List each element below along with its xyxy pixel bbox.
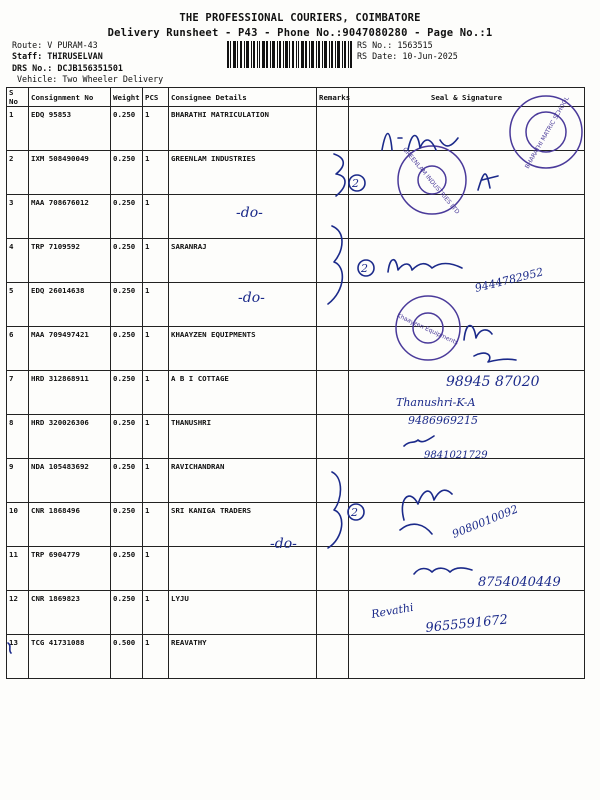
runsheet-title: Delivery Runsheet - P43 - Phone No.:9047080280 - Page No.:1 bbox=[107, 27, 493, 39]
cell-consignment: TRP 6904779 bbox=[29, 547, 111, 591]
cell-pcs: 1 bbox=[143, 415, 169, 459]
cell-weight: 0.250 bbox=[111, 151, 143, 195]
cell-sno: 13 bbox=[7, 635, 29, 679]
phone-note: 9841021729 bbox=[424, 450, 488, 461]
cell-weight: 0.250 bbox=[111, 371, 143, 415]
route-label: Route: V PURAM-43 bbox=[12, 40, 98, 50]
table-row bbox=[7, 151, 585, 195]
cell-pcs: 1 bbox=[143, 371, 169, 415]
phone-note: 8754040449 bbox=[478, 575, 561, 590]
cell-pcs: 1 bbox=[143, 503, 169, 547]
cell-weight: 0.250 bbox=[111, 591, 143, 635]
cell-consignee: SARANRAJ bbox=[169, 239, 317, 283]
cell-consignee bbox=[169, 547, 317, 591]
cell-sno: 10 bbox=[7, 503, 29, 547]
delivery-table bbox=[6, 87, 585, 679]
cell-consignment: MAA 709497421 bbox=[29, 327, 111, 371]
cell-signature bbox=[349, 635, 585, 679]
table-row bbox=[7, 547, 585, 591]
cell-weight: 0.250 bbox=[111, 239, 143, 283]
drs-number: DRS No.: DCJB156351501 bbox=[12, 63, 123, 73]
name-note: Thanushri-K-A bbox=[396, 396, 476, 409]
name-note: Revathi bbox=[370, 600, 415, 621]
cell-signature bbox=[349, 195, 585, 239]
cell-pcs: 1 bbox=[143, 459, 169, 503]
count-text: 2 bbox=[352, 177, 359, 190]
cell-remarks bbox=[317, 415, 349, 459]
count-text: 2 bbox=[351, 506, 358, 519]
phone-note: 98945 87020 bbox=[446, 374, 540, 390]
cell-pcs: 1 bbox=[143, 195, 169, 239]
col-header-pcs: PCS bbox=[143, 88, 169, 107]
cell-remarks bbox=[317, 239, 349, 283]
cell-weight: 0.250 bbox=[111, 283, 143, 327]
cell-consignee: RAVICHANDRAN bbox=[169, 459, 317, 503]
cell-signature bbox=[349, 503, 585, 547]
table-row bbox=[7, 591, 585, 635]
cell-signature bbox=[349, 327, 585, 371]
stamp-text: BHARATHI MATRIC SCHOOL bbox=[523, 95, 571, 170]
cell-remarks bbox=[317, 591, 349, 635]
cell-pcs: 1 bbox=[143, 635, 169, 679]
table-row bbox=[7, 239, 585, 283]
cell-remarks bbox=[317, 107, 349, 151]
cell-sno: 6 bbox=[7, 327, 29, 371]
cell-remarks bbox=[317, 151, 349, 195]
cell-sno: 8 bbox=[7, 415, 29, 459]
col-header-weight: Weight bbox=[111, 88, 143, 107]
cell-remarks bbox=[317, 547, 349, 591]
cell-consignee bbox=[169, 195, 317, 239]
cell-signature bbox=[349, 239, 585, 283]
rs-date: RS Date: 10-Jun-2025 bbox=[357, 51, 458, 61]
cell-sno: 5 bbox=[7, 283, 29, 327]
stamp-text: Khaayzen Equipments bbox=[395, 312, 460, 347]
cell-consignment: TCG 41731088 bbox=[29, 635, 111, 679]
table-row bbox=[7, 283, 585, 327]
cell-remarks bbox=[317, 635, 349, 679]
cell-consignment: HRD 320026306 bbox=[29, 415, 111, 459]
cell-remarks bbox=[317, 503, 349, 547]
company-title: THE PROFESSIONAL COURIERS, COIMBATORE bbox=[179, 12, 421, 24]
cell-pcs: 1 bbox=[143, 151, 169, 195]
cell-sno: 11 bbox=[7, 547, 29, 591]
col-header-signature: Seal & Signature bbox=[349, 88, 585, 107]
col-header-consignee: Consignee Details bbox=[169, 88, 317, 107]
cell-pcs: 1 bbox=[143, 547, 169, 591]
table-row bbox=[7, 459, 585, 503]
table-row bbox=[7, 195, 585, 239]
cell-weight: 0.250 bbox=[111, 415, 143, 459]
staff-label: Staff: THIRUSELVAN bbox=[12, 51, 103, 61]
cell-consignment: NDA 105483692 bbox=[29, 459, 111, 503]
count-text: 2 bbox=[361, 262, 368, 275]
barcode bbox=[227, 41, 352, 68]
cell-signature bbox=[349, 459, 585, 503]
table-row bbox=[7, 635, 585, 679]
cell-consignment: MAA 708676012 bbox=[29, 195, 111, 239]
phone-note: 9444782952 bbox=[473, 265, 545, 295]
cell-sno: 2 bbox=[7, 151, 29, 195]
cell-signature bbox=[349, 371, 585, 415]
cell-pcs: 1 bbox=[143, 107, 169, 151]
cell-consignee: A B I COTTAGE bbox=[169, 371, 317, 415]
cell-signature bbox=[349, 415, 585, 459]
cell-consignment: TRP 7109592 bbox=[29, 239, 111, 283]
cell-remarks bbox=[317, 283, 349, 327]
rs-number: RS No.: 1563515 bbox=[357, 40, 433, 50]
phone-note: 9655591672 bbox=[424, 612, 509, 636]
cell-pcs: 1 bbox=[143, 327, 169, 371]
cell-consignee: LYJU bbox=[169, 591, 317, 635]
table-row bbox=[7, 371, 585, 415]
cell-sno: 12 bbox=[7, 591, 29, 635]
cell-consignment: HRD 312868911 bbox=[29, 371, 111, 415]
col-header-sno: S No bbox=[7, 88, 29, 107]
cell-weight: 0.250 bbox=[111, 547, 143, 591]
cell-weight: 0.250 bbox=[111, 107, 143, 151]
cell-sno: 4 bbox=[7, 239, 29, 283]
ditto-mark: -do- bbox=[236, 205, 263, 221]
cell-consignee: GREENLAM INDUSTRIES bbox=[169, 151, 317, 195]
cell-consignee: KHAAYZEN EQUIPMENTS bbox=[169, 327, 317, 371]
table-header-row bbox=[7, 88, 585, 107]
cell-weight: 0.500 bbox=[111, 635, 143, 679]
phone-note: 9486969215 bbox=[408, 414, 478, 427]
ditto-mark: -do- bbox=[270, 536, 297, 552]
cell-consignee: THANUSHRI bbox=[169, 415, 317, 459]
cell-remarks bbox=[317, 459, 349, 503]
cell-signature bbox=[349, 283, 585, 327]
ditto-mark: -do- bbox=[238, 290, 265, 306]
table-row bbox=[7, 107, 585, 151]
cell-signature bbox=[349, 547, 585, 591]
cell-weight: 0.250 bbox=[111, 195, 143, 239]
cell-signature bbox=[349, 107, 585, 151]
cell-sno: 1 bbox=[7, 107, 29, 151]
cell-remarks bbox=[317, 195, 349, 239]
cell-weight: 0.250 bbox=[111, 459, 143, 503]
cell-consignee: SRI KANIGA TRADERS bbox=[169, 503, 317, 547]
cell-sno: 9 bbox=[7, 459, 29, 503]
cell-sno: 3 bbox=[7, 195, 29, 239]
cell-weight: 0.250 bbox=[111, 503, 143, 547]
cell-remarks bbox=[317, 327, 349, 371]
cell-remarks bbox=[317, 371, 349, 415]
cell-consignment: EDQ 95853 bbox=[29, 107, 111, 151]
col-header-remarks: Remarks bbox=[317, 88, 349, 107]
stamp-text: GREENLAM INDUSTRIES LTD bbox=[400, 146, 461, 216]
table-row bbox=[7, 503, 585, 547]
cell-sno: 7 bbox=[7, 371, 29, 415]
cell-consignment: IXM 508490049 bbox=[29, 151, 111, 195]
cell-pcs: 1 bbox=[143, 239, 169, 283]
table-row bbox=[7, 415, 585, 459]
cell-consignee bbox=[169, 283, 317, 327]
cell-signature bbox=[349, 591, 585, 635]
phone-note: 9080010092 bbox=[450, 502, 521, 541]
col-header-consignment: Consignment No bbox=[29, 88, 111, 107]
cell-consignment: CNR 1869823 bbox=[29, 591, 111, 635]
cell-pcs: 1 bbox=[143, 283, 169, 327]
cell-consignment: CNR 1868496 bbox=[29, 503, 111, 547]
table-row bbox=[7, 327, 585, 371]
cell-pcs: 1 bbox=[143, 591, 169, 635]
cell-consignment: EDQ 26014638 bbox=[29, 283, 111, 327]
vehicle-label: Vehicle: Two Wheeler Delivery bbox=[17, 74, 164, 84]
cell-weight: 0.250 bbox=[111, 327, 143, 371]
cell-signature bbox=[349, 151, 585, 195]
cell-consignee: REAVATHY bbox=[169, 635, 317, 679]
cell-consignee: BHARATHI MATRICULATION bbox=[169, 107, 317, 151]
